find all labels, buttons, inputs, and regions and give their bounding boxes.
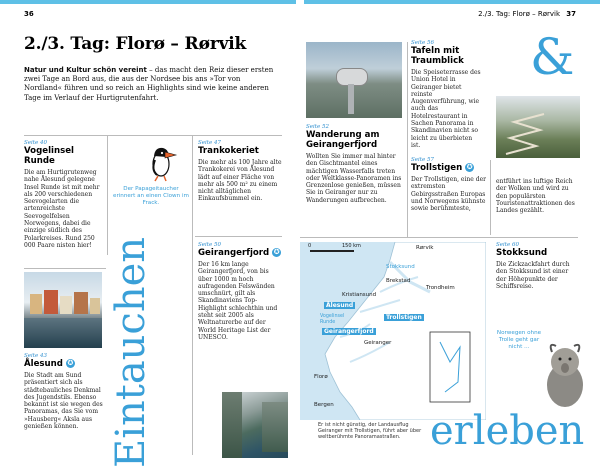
- entry-page-ref: Seite 50: [198, 242, 221, 248]
- entry-alesund: [24, 353, 104, 430]
- entry-page-ref: Seite 47: [198, 140, 221, 146]
- page-number-right: 37: [566, 10, 576, 18]
- entry-title: Geirangerfjord: [198, 248, 270, 258]
- caption-troll: Norwegen ohne Trolle geht gar nicht …: [496, 330, 542, 350]
- running-head: [478, 10, 576, 18]
- entry-title-row: [198, 248, 284, 258]
- troll-figure: [540, 340, 590, 410]
- divider: [195, 236, 282, 237]
- entry-page-ref: Seite 40: [24, 140, 47, 146]
- entry-vogelinsel-runde: [24, 140, 104, 249]
- highlight-star-icon: ✪: [466, 163, 473, 171]
- entry-text: Wollten Sie immer mal hinter den Gischtmantel eines mächtigen Wasserfalls treten oder Weltklasse-Panoramen ins Grenzenlose genießen, müssen Sie in Geiranger nur zu Wanderungen aufbrechen.: [306, 153, 402, 204]
- puffin-illustration: [145, 142, 181, 182]
- entry-page-ref: Seite 60: [496, 242, 519, 248]
- map-place-geirangerfjord: Geirangerfjord: [324, 328, 374, 335]
- entry-trollstigen-continued: entführt ins luftige Reich der Wolken und wird zu den populärsten Touristenattraktionen des Landes gezählt.: [496, 178, 575, 215]
- entry-title: Tafeln mit Traumblick: [411, 46, 464, 66]
- entry-text: Der 16 km lange Geirangerfjord, von bis über 1000 m hoch aufragenden Felswänden umschnürt, gilt als Skandinaviens Top-Highlight schlechthin und steht seit 2005 als Weltnaturerbe auf der World Heritage List der UNESCO.: [198, 261, 278, 341]
- map-place-bergen: Bergen: [314, 402, 334, 408]
- caption-papageitaucher: Der Papageitaucher erinnert an einen Clown im Frack.: [113, 186, 189, 206]
- map: [300, 242, 486, 420]
- entry-trankokeriet: [198, 140, 282, 203]
- map-note: Er ist nicht günstig, der Landausflug Geiranger mit Trollstigen, führt aber über weltberühmte Panoramastraßen.: [318, 422, 422, 441]
- entry-title: Stokksund: [496, 248, 548, 258]
- highlight-star-icon: ✪: [67, 359, 74, 367]
- entry-text: Der Trollstigen, eine der extremsten Gebirgsstraßen Europas und Norwegens kühnste sowie berühmteste,: [411, 176, 486, 213]
- entry-title-row: [24, 359, 104, 369]
- eintauchen-vertical-word: Eintauchen: [108, 236, 154, 468]
- entry-trollstigen: [411, 157, 487, 212]
- map-place-rorvik: Rørvik: [416, 245, 434, 251]
- map-place-brekstad: Brekstad: [386, 278, 411, 284]
- divider: [300, 237, 578, 238]
- divider: [490, 160, 491, 235]
- entry-page-ref: Seite 56: [411, 40, 434, 46]
- entry-text: Die am Hurtigrutenweg nahe Ålesund gelegene Insel Runde ist mit mehr als 200 verschiedenen Seevogelarten die artenreichste Seevogelfelsen Norwegens, dabei die einzige südlich des Polarkreises. Rund 250 000 Paare nisten hier!: [24, 169, 100, 249]
- entry-text: Die Stadt am Sund präsentiert sich als städtebauliches Denkmal des Jugendstils. Ebenso bekannt ist sie wegen des Panoramas, das Sie vom »Hausberg« Aksla aus genießen können.: [24, 372, 103, 431]
- divider: [407, 42, 408, 237]
- map-place-alesund: Ålesund: [326, 302, 354, 309]
- entry-text: Die Speiseterrasse des Union Hotel in Geiranger bietet reinste Augenverführung, wie auch das Hotelrestaurant in Sachen Panorama in Skandinavien nicht so leicht zu überbieten ist.: [411, 69, 481, 149]
- photo-alesund: [24, 272, 102, 348]
- lead-paragraph: [24, 66, 279, 103]
- top-accent-bar-right: [304, 0, 600, 4]
- map-scale-bar: [310, 250, 354, 252]
- ampersand: &: [530, 28, 575, 86]
- entry-title: Vogelinsel Runde: [24, 146, 74, 166]
- page-title: 2./3. Tag: Florø – Rørvik: [24, 34, 247, 54]
- entry-title: Ålesund: [24, 359, 63, 369]
- divider: [192, 135, 193, 455]
- divider: [24, 268, 106, 269]
- entry-title: Wanderung am Geirangerfjord: [306, 130, 380, 150]
- map-place-kristiansund: Kristiansund: [342, 292, 377, 298]
- entry-title-row: [411, 163, 487, 173]
- entry-text: Die Zickzackfahrt durch den Stokksund ist einer der Höhepunkte der Schiffsreise.: [496, 261, 570, 290]
- entry-title: Trollstigen: [411, 163, 463, 173]
- entry-text: Die mehr als 100 Jahre alte Trankokerei von Ålesund lädt auf einer Fläche von mehr als 500 m² zu einem nicht alltäglichen Einkaufsbummel ein.: [198, 159, 282, 203]
- highlight-star-icon: ✪: [273, 248, 280, 256]
- lead-text: – das macht den Reiz dieser ersten zwei Tage an Bord aus, die aus der Nordsee bis ans »Tor von Nordland« führen und so reich an Highlights sind wie keine anderen Tage im Verlauf der Hurtigrutenfahrt.: [24, 66, 274, 102]
- map-scale-zero: 0: [308, 243, 312, 249]
- serpentine-road-graphic: [496, 96, 580, 158]
- map-place-geiranger: Geiranger: [364, 340, 392, 346]
- photo-geirangerfjord: [222, 392, 288, 458]
- map-place-trondheim: Trondheim: [426, 285, 455, 291]
- map-scale-150: 150 km: [342, 243, 361, 249]
- top-accent-bar-left: [0, 0, 296, 4]
- divider: [24, 135, 282, 136]
- photo-trollstigen: [496, 96, 580, 158]
- map-place-stokksund: Stokksund: [386, 264, 415, 270]
- entry-page-ref: Seite 52: [306, 124, 329, 130]
- entry-geirangerfjord: [198, 242, 284, 341]
- page-number-left: 36: [24, 10, 34, 18]
- map-place-vogelinsel: Vogelinsel Runde: [320, 314, 345, 325]
- photo-binocular-viewer: [306, 42, 402, 118]
- map-place-trollstigen: Trollstigen: [386, 314, 422, 321]
- entry-stokksund: [496, 242, 578, 290]
- running-head-text: 2./3. Tag: Florø – Rørvik: [478, 10, 561, 18]
- erleben-word: erleben: [430, 408, 585, 454]
- entry-page-ref: Seite 57: [411, 157, 434, 163]
- entry-tafeln: [411, 40, 483, 149]
- entry-title: Trankokeriet: [198, 146, 259, 156]
- entry-wanderung: [306, 124, 402, 204]
- map-place-floro: Florø: [314, 374, 328, 380]
- lead-bold: Natur und Kultur schön vereint: [24, 66, 147, 74]
- entry-page-ref: Seite 43: [24, 353, 47, 359]
